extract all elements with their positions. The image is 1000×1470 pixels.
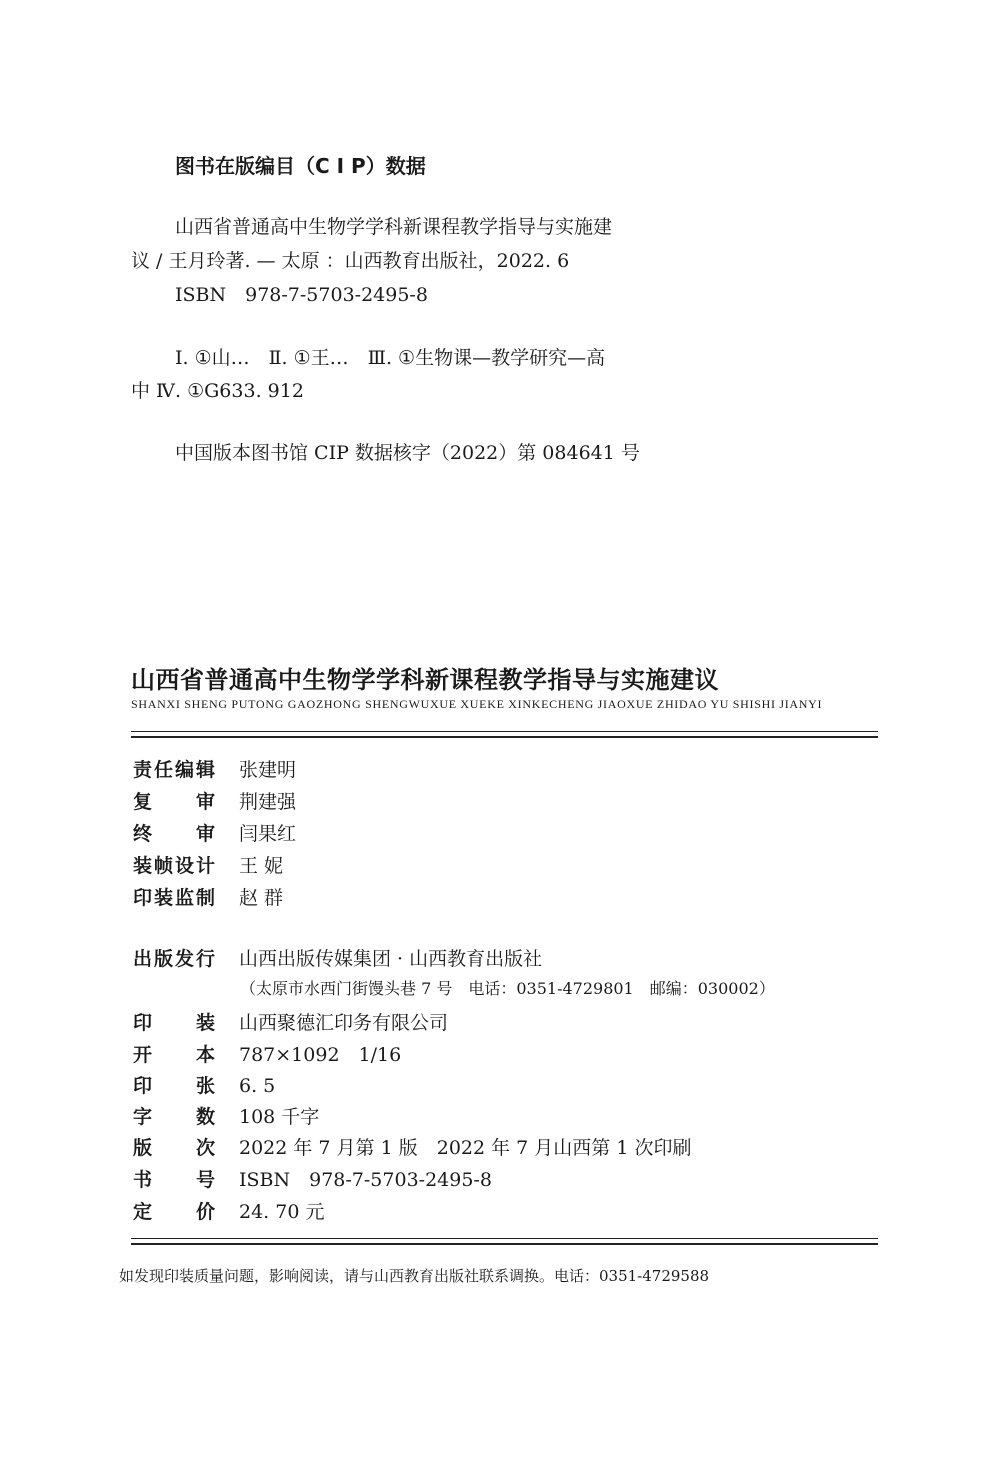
detail-row-price: [133, 1199, 324, 1225]
staff-label: 复审: [133, 791, 215, 813]
publisher-row: [133, 946, 542, 972]
detail-row-isbn: [133, 1167, 492, 1193]
cip-classification-2: 中 Ⅳ. ①G633. 912: [131, 380, 304, 402]
staff-row-editor: [133, 757, 296, 783]
staff-value: 赵 群: [239, 887, 284, 909]
detail-value: 2022 年 7 月第 1 版 2022 年 7 月山西第 1 次印刷: [239, 1137, 692, 1159]
detail-row-word-count: [133, 1104, 319, 1130]
divider-bottom-thin: [131, 1238, 878, 1239]
cip-heading: 图书在版编目（C I P）数据: [175, 154, 426, 178]
detail-value: 24. 70 元: [239, 1201, 325, 1223]
publisher-address: （太原市水西门街馒头巷 7 号 电话：0351-4729801 邮编：030002）: [240, 979, 775, 998]
detail-value: 787×1092 1/16: [239, 1044, 402, 1066]
staff-row-review: [133, 789, 296, 815]
staff-row-print-supervision: [133, 885, 283, 911]
quality-notice: 如发现印装质量问题，影响阅读，请与山西教育出版社联系调换。电话：0351-4729588: [119, 1267, 710, 1285]
cip-isbn: ISBN 978-7-5703-2495-8: [175, 284, 428, 306]
staff-value: 王 妮: [239, 855, 284, 877]
detail-label: 定价: [133, 1201, 215, 1223]
detail-label: 印装: [133, 1012, 215, 1034]
cip-record-number: 中国版本图书馆 CIP 数据核字（2022）第 084641 号: [175, 442, 640, 464]
book-title-pinyin: SHANXI SHENG PUTONG GAOZHONG SHENGWUXUE XUEKE XINKECHENG JIAOXUE ZHIDAO YU SHISHI JIANYI: [131, 697, 823, 711]
divider-top-thick: [131, 736, 878, 738]
staff-label: 印装监制: [133, 887, 215, 909]
publisher-label: 出版发行: [133, 948, 215, 970]
staff-label: 终审: [133, 823, 215, 845]
detail-label: 开本: [133, 1044, 215, 1066]
detail-value: 6. 5: [239, 1075, 276, 1097]
detail-label: 书号: [133, 1169, 215, 1191]
cip-line-2: 议 / 王月玲著. — 太原 ：山西教育出版社，2022. 6: [131, 250, 570, 272]
detail-label: 印张: [133, 1075, 215, 1097]
book-title: 山西省普通高中生物学学科新课程教学指导与实施建议: [131, 666, 719, 694]
publisher-value: 山西出版传媒集团 · 山西教育出版社: [239, 948, 543, 970]
staff-value: 张建明: [239, 759, 297, 781]
detail-row-sheets: [133, 1073, 275, 1099]
cip-classification-1: Ⅰ. ①山… Ⅱ. ①王… Ⅲ. ①生物课—教学研究—高: [175, 347, 606, 369]
staff-value: 荆建强: [239, 791, 297, 813]
divider-bottom-thick: [131, 1243, 878, 1245]
detail-label: 字数: [133, 1106, 215, 1128]
staff-label: 装帧设计: [133, 855, 215, 877]
staff-row-final-review: [133, 821, 296, 847]
detail-row-printer: [133, 1010, 448, 1036]
cip-line-1: 山西省普通高中生物学学科新课程教学指导与实施建: [175, 216, 613, 238]
detail-value: 108 千字: [239, 1106, 320, 1128]
divider-top-thin: [131, 731, 878, 732]
detail-value: ISBN 978-7-5703-2495-8: [239, 1169, 492, 1191]
detail-value: 山西聚德汇印务有限公司: [239, 1012, 449, 1034]
staff-row-design: [133, 853, 283, 879]
staff-value: 闫果红: [239, 823, 297, 845]
detail-row-format: [133, 1042, 401, 1068]
staff-label: 责任编辑: [133, 759, 215, 781]
detail-label: 版次: [133, 1137, 215, 1159]
detail-row-edition: [133, 1135, 691, 1161]
